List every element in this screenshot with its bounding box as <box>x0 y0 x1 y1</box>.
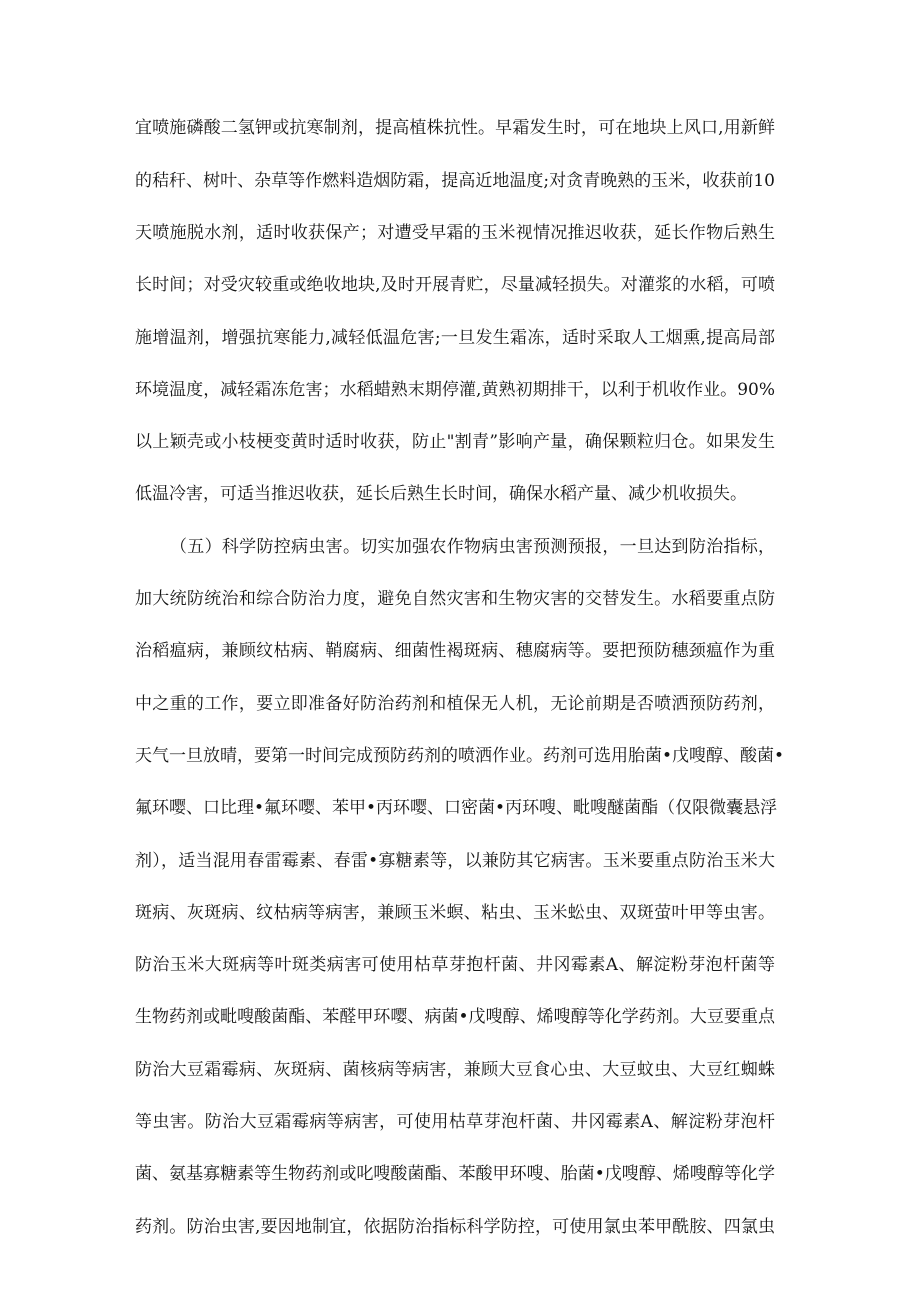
text-line-3: 天喷施脱水剂，适时收获保产；对遭受早霜的玉米视情况推迟收获，延长作物后熟生 <box>135 223 775 243</box>
text-line-6: 环境温度，减轻霜冻危害；水稻蜡熟末期停灌,黄熟初期排干，以利于机收作业。90% <box>135 380 775 400</box>
text-line-5: 施增温剂，增强抗寒能力,减轻低温危害;一旦发生霜冻，适时采取人工烟熏,提高局部 <box>135 328 775 348</box>
text-line-16: 斑病、灰斑病、纹枯病等病害，兼顾玉米螟、粘虫、玉米蚣虫、双斑萤叶甲等虫害。 <box>135 903 775 923</box>
text-line-22: 药剂。防治虫害,要因地制宜，依据防治指标科学防控，可使用氯虫苯甲酰胺、四氯虫 <box>135 1217 775 1237</box>
text-line-4: 长时间；对受灾较重或绝收地块,及时开展青贮，尽量减轻损失。对灌浆的水稻，可喷 <box>135 275 775 295</box>
text-line-12: 中之重的工作，要立即准备好防治药剂和植保无人机，无论前期是否喷洒预防药剂， <box>135 694 775 714</box>
text-line-19: 防治大豆霜霉病、灰斑病、菌核病等病害，兼顾大豆食心虫、大豆蚊虫、大豆红蜘蛛 <box>135 1060 775 1080</box>
text-line-15: 剂），适当混用春雷霉素、春雷•寡糖素等，以兼防其它病害。玉米要重点防治玉米大 <box>135 851 775 871</box>
text-line-8: 低温冷害，可适当推迟收获，延长后熟生长时间，确保水稻产量、减少机收损失。 <box>135 484 747 504</box>
section-heading-line: （五）科学防控病虫害。切实加强农作物病虫害预测预报，一旦达到防治指标， <box>170 537 775 557</box>
text-line-20: 等虫害。防治大豆霜霉病等病害，可使用枯草芽泡杆菌、井冈霉素A、解淀粉芽泡杆 <box>135 1112 775 1132</box>
text-line-21: 菌、氨基寡糖素等生物药剂或叱嗖酸菌酯、苯酸甲环嗖、胎菌•戊嗖醇、烯嗖醇等化学 <box>135 1164 775 1184</box>
text-line-13: 天气一旦放晴，要第一时间完成预防药剂的喷洒作业。药剂可选用胎菌•戊嗖醇、酸菌• <box>135 746 785 766</box>
text-line-2: 的秸秆、树叶、杂草等作燃料造烟防霜，提高近地温度;对贪青晚熟的玉米，收获前10 <box>135 171 775 191</box>
text-line-1: 宜喷施磷酸二氢钾或抗寒制剂，提高植株抗性。早霜发生时，可在地块上风口,用新鲜 <box>135 118 775 138</box>
text-line-18: 生物药剂或毗嗖酸菌酯、苯醛甲环嘤、病菌•戊嗖醇、烯嗖醇等化学药剂。大豆要重点 <box>135 1007 775 1027</box>
text-line-17: 防治玉米大斑病等叶斑类病害可使用枯草芽抱杆菌、井冈霉素A、解淀粉芽泡杆菌等 <box>135 955 775 975</box>
text-line-10: 加大统防统治和综合防治力度，避免自然灾害和生物灾害的交替发生。水稻要重点防 <box>135 589 775 609</box>
text-line-7: 以上颖壳或小枝梗变黄时适时收获，防止"割青”影响产量，确保颗粒归仓。如果发生 <box>135 432 775 452</box>
text-line-11: 治稻瘟病，兼顾纹枯病、鞘腐病、细菌性褐斑病、穗腐病等。要把预防穗颈瘟作为重 <box>135 641 775 661</box>
text-line-14: 氟环嘤、口比理•氟环嘤、苯甲•丙环嘤、口密菌•丙环嗖、毗嗖醚菌酯（仅限微囊悬浮 <box>135 798 778 818</box>
